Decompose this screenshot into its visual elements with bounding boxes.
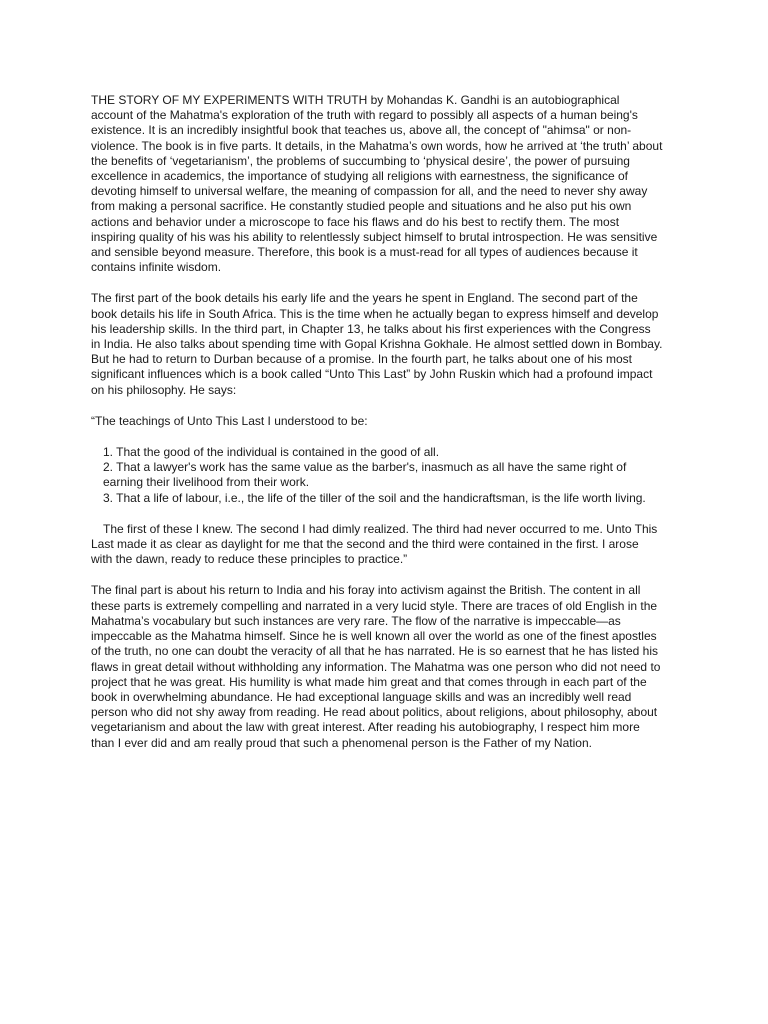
document-body [91,93,663,767]
teachings-list [91,445,663,506]
list-item-number: 2. [103,460,114,475]
intro-paragraph: THE STORY OF MY EXPERIMENTS WITH TRUTH by Mohandas K. Gandhi is an autobiographical account of the Mahatma's exploration of the truth with regard to possibly all aspects of a human being's existence. It is an incredibly insightful book that teaches us, above all, the concept of "ahimsa" or non-violence. The book is in five parts. It details, in the Mahatma’s own words, how he arrived at ‘the truth’ about the benefits of ‘vegetarianism’, the problems of succumbing to ‘physical desire’, the power of pursuing excellence in academics, the importance of studying all religions with earnestness, the significance of devoting himself to universal welfare, the meaning of compassion for all, and the need to never shy away from making a personal sacrifice. He constantly studied people and situations and he also put his own actions and behavior under a microscope to face his flaws and do his best to rectify them. The most inspiring quality of his was his ability to relentlessly subject himself to brutal introspection. He was sensitive and sensible beyond measure. Therefore, this book is a must-read for all types of audiences because it contains infinite wisdom. [91,93,663,275]
final-paragraph: The final part is about his return to India and his foray into activism against the British. The content in all these parts is extremely compelling and narrated in a very lucid style. There are traces of old English in the Mahatma’s vocabulary but such instances are very rare. The flow of the narrative is impeccable—as impeccable as the Mahatma himself. Since he is well known all over the world as one of the finest apostles of the truth, no one can doubt the veracity of all that he has narrated. He is so earnest that he has listed his flaws in great detail without withholding any information. The Mahatma was one person who did not need to project that he was great. His humility is what made him great and that comes through in each part of the book in overwhelming abundance. He had exceptional language skills and was an incredibly well read person who did not shy away from reading. He read about politics, about religions, about philosophy, about vegetarianism and about the law with great interest. After reading his autobiography, I respect him more than I ever did and am really proud that such a phenomenal person is the Father of my Nation. [91,583,661,750]
list-item [91,460,663,490]
list-item [91,445,663,460]
list-item-text: That the good of the individual is contained in the good of all. [116,445,440,460]
quote-close-paragraph: The first of these I knew. The second I had dimly realized. The third had never occurred to me. Unto This Last made it as clear as daylight for me that the second and the third were contained in the first. I arose with the dawn, ready to reduce these principles to practice.” [91,521,658,567]
list-item-number: 3. [103,490,114,505]
list-item-text: That a life of labour, i.e., the life of the tiller of the soil and the handicraftsman, is the life worth living. [116,490,646,505]
quote-intro: “The teachings of Unto This Last I understood to be: [91,413,368,428]
list-item [91,491,663,506]
parts-paragraph: The first part of the book details his early life and the years he spent in England. The second part of the book details his life in South Africa. This is the time when he actually began to express himself and develop his leadership skills. In the third part, in Chapter 13, he talks about his first experiences with the Congress in India. He also talks about spending time with Gopal Krishna Gokhale. He almost settled down in Bombay. But he had to return to Durban because of a promise. In the fourth part, he talks about one of his most significant influences which is a book called “Unto This Last” by John Ruskin which had a profound impact on his philosophy. He says: [91,291,663,397]
list-item-text: That a lawyer's work has the same value as the barber's, inasmuch as all have the same right of earning their livelihood from their work. [103,460,627,490]
list-item-number: 1. [103,445,114,460]
